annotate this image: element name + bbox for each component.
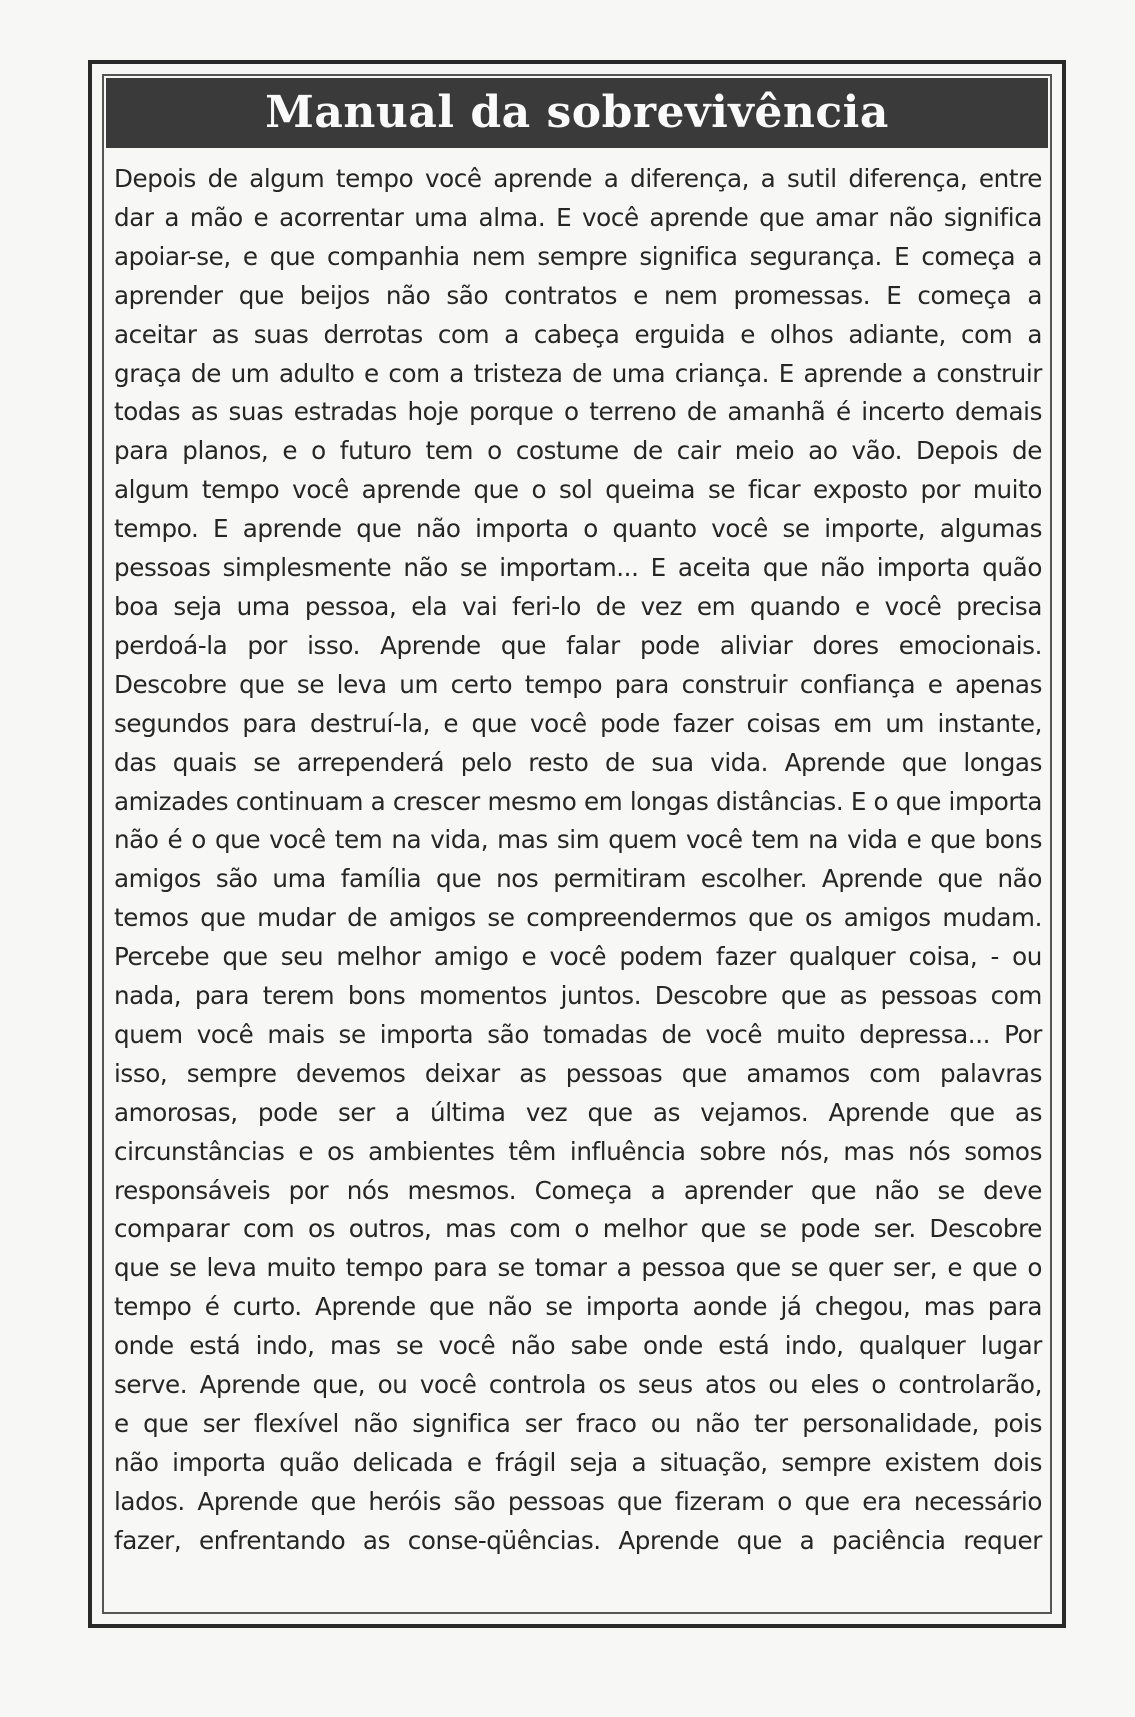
text-line: aceitar as suas derrotas com a cabeça erguida e olhos adiante, com a [114, 319, 1042, 349]
text-line: não importa quão delicada e frágil seja a situação, sempre existem dois [114, 1447, 1042, 1477]
text-line: aprender que beijos não são contratos e nem promessas. E começa a [114, 280, 1042, 310]
text-line: e que ser flexível não significa ser fraco ou não ter personalidade, pois [114, 1409, 1042, 1438]
text-line: tempo. E aprende que não importa o quanto você se importe, algumas [114, 514, 1042, 544]
text-line: quem você mais se importa são tomadas de você muito depressa... Por [114, 1019, 1042, 1049]
text-line: tempo é curto. Aprende que não se importa aonde já chegou, mas para [114, 1292, 1042, 1322]
text-line: Percebe que seu melhor amigo e você podem fazer qualquer coisa, - ou [114, 942, 1042, 972]
text-line: serve. Aprende que, ou você controla os seus atos ou eles o controlarão, [114, 1370, 1042, 1400]
document-body [114, 160, 1042, 1561]
text-line: graça de um adulto e com a tristeza de uma criança. E aprende a construir [114, 358, 1042, 388]
text-line: dar a mão e acorrentar uma alma. E você aprende que amar não significa [114, 202, 1042, 232]
text-line: amizades continuam a crescer mesmo em longas distâncias. E o que importa [114, 786, 1042, 816]
document-frame [88, 60, 1066, 1628]
text-line: Descobre que se leva um certo tempo para construir confiança e apenas [114, 669, 1042, 699]
text-line: segundos para destruí-la, e que você pode fazer coisas em um instante, [114, 708, 1042, 738]
text-line: das quais se arrependerá pelo resto de sua vida. Aprende que longas [114, 747, 1042, 777]
text-line: nada, para terem bons momentos juntos. Descobre que as pessoas com [114, 981, 1042, 1011]
text-line: para planos, e o futuro tem o costume de cair meio ao vão. Depois de [114, 436, 1042, 466]
text-line: onde está indo, mas se você não sabe onde está indo, qualquer lugar [114, 1331, 1042, 1361]
text-line: circunstâncias e os ambientes têm influência sobre nós, mas nós somos [114, 1136, 1042, 1166]
text-line: pessoas simplesmente não se importam... E aceita que não importa quão [114, 553, 1042, 583]
text-line: amorosas, pode ser a última vez que as vejamos. Aprende que as [114, 1097, 1042, 1127]
text-line: temos que mudar de amigos se compreendermos que os amigos mudam. [114, 903, 1042, 933]
text-line: isso, sempre devemos deixar as pessoas que amamos com palavras [114, 1058, 1042, 1088]
text-line: apoiar-se, e que companhia nem sempre significa segurança. E começa a [114, 241, 1042, 271]
document-title: Manual da sobrevivência [106, 78, 1048, 148]
text-line: Depois de algum tempo você aprende a diferença, a sutil diferença, entre [114, 164, 1042, 193]
text-line: algum tempo você aprende que o sol queima se ficar exposto por muito [114, 475, 1042, 505]
text-line: responsáveis por nós mesmos. Começa a aprender que não se deve [114, 1175, 1042, 1205]
text-line: boa seja uma pessoa, ela vai feri-lo de vez em quando e você precisa [114, 591, 1042, 621]
text-line: comparar com os outros, mas com o melhor que se pode ser. Descobre [114, 1214, 1042, 1244]
text-line: amigos são uma família que nos permitiram escolher. Aprende que não [114, 864, 1042, 894]
text-line: fazer, enfrentando as conse-qüências. Aprende que a paciência requer [114, 1525, 1042, 1555]
text-line: perdoá-la por isso. Aprende que falar pode aliviar dores emocionais. [114, 630, 1042, 660]
text-line: que se leva muito tempo para se tomar a pessoa que se quer ser, e que o [114, 1253, 1042, 1283]
text-line: não é o que você tem na vida, mas sim quem você tem na vida e que bons [114, 825, 1042, 855]
text-line: todas as suas estradas hoje porque o terreno de amanhã é incerto demais [114, 397, 1042, 427]
text-line: lados. Aprende que heróis são pessoas que fizeram o que era necessário [114, 1486, 1042, 1516]
